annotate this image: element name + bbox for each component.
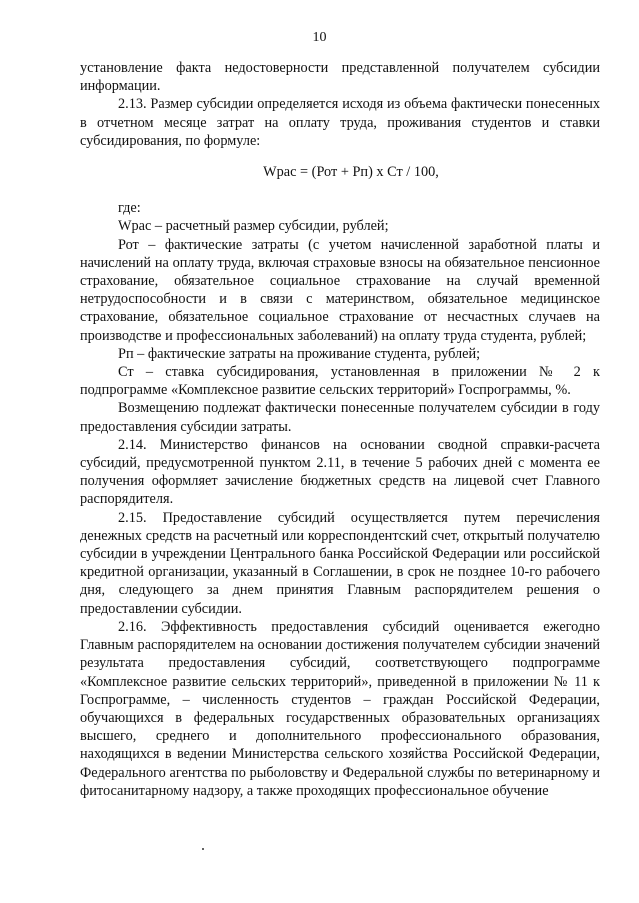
definition-rp: Рп – фактические затраты на проживание студента, рублей; [118,345,481,362]
page-number: 10 [312,30,327,45]
scan-speck [202,848,204,850]
paragraph-2-15: 2.15. Предоставление субсидий осуществляется путем перечисления денежных средств на расчетный или корреспондентский счет, открытый получателю субсидии в учреждении Центрального банка Российской Федерации или российской кредитной организации, указанный в Соглашении, в срок не позднее 10-го рабочего дня, следующего за днем принятия Главным распорядителем решения о предоставлении субсидии. [80,509,600,617]
paragraph-continuation: установление факта недостоверности представленной получателем субсидии информации. [80,60,600,95]
definition-wras: Wрас – расчетный размер субсидии, рублей; [118,218,389,235]
paragraph-2-14: 2.14. Министерство финансов на основании сводной справки-расчета субсидий, предусмотренной пунктом 2.11, в течение 5 рабочих дней с момента ее получения оформляет зачисление бюджетных средств на лицевой счет Главного распорядителя. [80,436,600,508]
where-label: где: [118,200,141,217]
paragraph-2-16: 2.16. Эффективность предоставления субсидий оценивается ежегодно Главным распорядителем на основании достижения получателем субсидии значений результата предоставления субсидий, соответствующего подпрограмме «Комплексное развитие сельских территорий», приведенной в приложении № 11 к Госпрограмме, – численность студентов – граждан Российской Федерации, обучающихся в федеральных государственных образовательных организациях высшего, среднего и дополнительного профессионального образования, находящихся в ведении Министерства сельского хозяйства Российской Федерации, Федерального агентства по рыболовству и Федеральной службы по ветеринарному и фитосанитарному надзору, а также проходящих профессиональное обучение [80,618,600,799]
paragraph-reimbursement: Возмещению подлежат фактически понесенные получателем субсидии в году предоставления субсидии затраты. [80,400,600,435]
paragraph-2-13: 2.13. Размер субсидии определяется исходя из объема фактически понесенных в отчетном месяце затрат на оплату труда, проживания студентов и ставки субсидирования, по формуле: [80,96,600,149]
definition-rot: Рот – фактические затраты (с учетом начисленной заработной платы и начислений на оплату труда, включая страховые взносы на обязательное пенсионное страхование, обязательное социальное страхование на случай временной нетрудоспособности и в связи с материнством, обязательное медицинское страхование, обязательное социальное страхование от несчастных случаев на производстве и профессиональных заболеваний) на оплату труда студента, рублей; [80,236,600,344]
definition-st: Ст – ставка субсидирования, установленная в приложении № 2 к подпрограмме «Комплексное развитие сельских территорий» Госпрограммы, %. [80,364,600,399]
document-body [80,59,600,800]
subsidy-formula: Wрас = (Рот + Рп) х Ст / 100, [263,164,439,181]
